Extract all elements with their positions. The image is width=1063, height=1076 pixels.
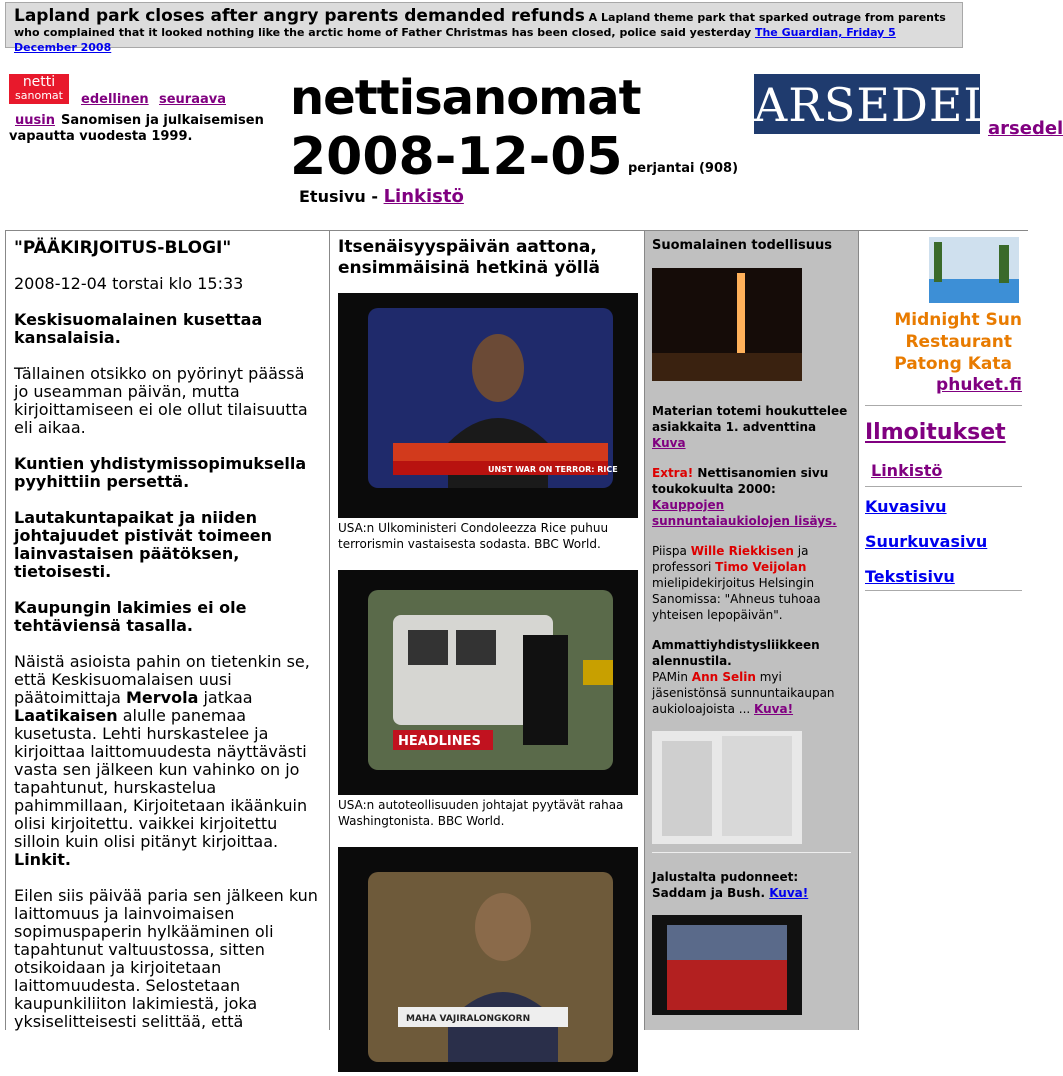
right-linkisto-link[interactable]: Linkistö	[871, 461, 943, 480]
editorial-blog-column	[5, 230, 330, 1030]
p2-text-a: Näistä asioista pahin on tietenkin se, että Keskisuomalaisen uusi päätoimittaja	[14, 652, 310, 707]
phuket-link[interactable]: phuket.fi	[936, 375, 1022, 395]
kuvasivu-link[interactable]: Kuvasivu	[865, 497, 947, 516]
ad-line-3: Patong Kata	[894, 354, 1012, 374]
side-item-1-text: Materian totemi houkuttelee asiakkaita 1. adventtina	[652, 404, 848, 434]
blog-heading-3: Lautakuntapaikat ja niiden johtajuudet pistivät toimeen lainvastaisen päätöksen, tietoisesti.	[14, 508, 273, 581]
p2-links[interactable]: Linkit.	[14, 850, 71, 869]
side-item-5	[652, 869, 851, 901]
resort-photo[interactable]	[929, 237, 1019, 303]
logo-line2: sanomat	[15, 89, 63, 102]
side-item-2-link[interactable]: Kauppojen sunnuntaiaukiolojen lisäys.	[652, 498, 837, 528]
blog-heading-1: Keskisuomalainen kusettaa kansalaisia.	[14, 310, 263, 347]
side-item-3-e: mielipidekirjoitus Helsingin Sanomissa: "Ahneus tuhoaa yhteisen lepopäivän".	[652, 576, 821, 622]
name-riekkinen: Wille Riekkisen	[690, 544, 794, 558]
issue-date: 2008-12-05	[290, 127, 623, 187]
p2-name-mervola: Mervola	[126, 688, 199, 707]
side-item-4-c: myi jäsenistönsä sunnuntaikaupan aukioloajoista ...	[652, 670, 835, 716]
motto: Sanomisen ja julkaisemisen vapautta vuodesta 1999.	[9, 113, 264, 144]
right-divider-1	[865, 405, 1022, 406]
tekstisivu-link[interactable]: Tekstisivu	[865, 567, 955, 586]
blog-paragraph-3: Eilen siis päivää paria sen jälkeen kun laittomuus ja lainvoimaisen sopimuspaperin hylkääminen oli tapahtunut valtuustossa, sitten otsikoidaan ja kirjoitetaan laittomuudesta. Selostetaan kaupunkiliiton lakimiestä, joka yksiselitteisesti selittää, että	[14, 886, 318, 1031]
ilmoitukset-link[interactable]: Ilmoitukset	[865, 420, 1006, 445]
extra-label: Extra!	[652, 466, 694, 480]
crowd-photo[interactable]	[652, 915, 802, 1015]
site-title: nettisanomat	[290, 70, 641, 126]
arsedel-link[interactable]: arsedel	[988, 118, 1063, 139]
side-item-3-c: ja professori	[652, 544, 809, 574]
totem-photo[interactable]	[652, 268, 802, 381]
suurkuvasivu-link[interactable]: Suurkuvasivu	[865, 532, 988, 551]
midnight-sun-ad[interactable]	[865, 309, 1022, 375]
next-link[interactable]: seuraava	[159, 92, 227, 107]
p2-name-laatikainen: Laatikaisen	[14, 706, 118, 725]
side-item-4-title: Ammattiyhdistysliikkeen alennustila.	[652, 638, 820, 668]
logo-line1: netti	[22, 74, 56, 90]
top-news-banner	[5, 2, 963, 54]
photo-caption-1: USA:n Ulkoministeri Condoleezza Rice puhuu terrorismin vastaisesta sodasta. BBC World.	[338, 521, 609, 551]
ticker-text: UNST WAR ON TERROR: RICE	[488, 465, 618, 474]
linkisto-link[interactable]: Linkistö	[383, 186, 464, 207]
vajiralongkorn-tv-photo[interactable]	[338, 847, 638, 1072]
finnish-reality-column	[645, 230, 858, 1030]
arsedel-ad-logo[interactable]: ARSEDEL	[754, 74, 980, 134]
photo-column	[330, 230, 645, 1030]
side-item-4-link[interactable]: Kuva!	[754, 702, 794, 716]
previous-link[interactable]: edellinen	[81, 92, 149, 107]
newspaper-photo[interactable]	[652, 731, 802, 844]
name-veijola: Timo Veijolan	[715, 560, 807, 574]
side-item-1-link[interactable]: Kuva	[652, 436, 686, 450]
banner-headline: Lapland park closes after angry parents demanded refunds	[14, 6, 585, 26]
headlines-text: HEADLINES	[398, 734, 481, 749]
p2-text-e: alulle panemaa kusetusta. Lehti hurskastelee ja kirjoittaa laittomuudesta näyttävästi vasta sen jälkeen kun vahinko on jo tapahtunut, hurskastelua pahimmillaan, Kirjoitetaan ikäänkuin olisi kirjoitettu. vaikkei kirjoitettu silloin kuin olisi pitänyt kirjoittaa.	[14, 706, 308, 851]
side-item-3-a: Piispa	[652, 544, 691, 558]
photo-caption-2: USA:n autoteollisuuden johtajat pyytävät rahaa Washingtonista. BBC World.	[338, 798, 624, 828]
side-item-2-text: Nettisanomien sivu toukokuulta 2000:	[652, 466, 829, 496]
ad-line-1: Midnight Sun	[894, 310, 1022, 330]
nav-separator: -	[365, 187, 384, 206]
issue-day: perjantai (908)	[628, 161, 739, 176]
side-item-4-a: PAMin	[652, 670, 692, 684]
right-divider-3	[865, 590, 1022, 591]
newest-link[interactable]: uusin	[15, 113, 55, 128]
headlines-tv-photo[interactable]	[338, 570, 638, 795]
right-column	[858, 230, 1028, 1030]
side-item-4	[652, 637, 851, 717]
side-item-5-text: Jalustalta pudonneet: Saddam ja Bush.	[652, 870, 799, 900]
blog-heading-2: Kuntien yhdistymissopimuksella pyyhittiin persettä.	[14, 454, 307, 491]
blog-heading-4: Kaupungin lakimies ei ole tehtäviensä tasalla.	[14, 598, 247, 635]
p2-text-c: jatkaa	[198, 688, 253, 707]
side-item-5-link[interactable]: Kuva!	[769, 886, 809, 900]
photo-column-heading: Itsenäisyyspäivän aattona, ensimmäisinä hetkinä yöllä	[338, 237, 601, 278]
name-selin: Ann Selin	[691, 670, 756, 684]
blog-title: "PÄÄKIRJOITUS-BLOGI"	[14, 238, 232, 258]
home-label: Etusivu	[299, 187, 366, 206]
blog-paragraph-1: Tällainen otsikko on pyörinyt päässä jo useamman päivän, mutta kirjoittamiseen ei ole ollut tilaisuutta eli aikaa.	[14, 364, 308, 437]
masthead-nav	[299, 186, 464, 207]
side-item-2	[652, 465, 851, 529]
rice-tv-photo[interactable]	[338, 293, 638, 518]
photo3-text: MAHA VAJIRALONGKORN	[406, 1014, 531, 1024]
side-title: Suomalainen todellisuus	[652, 238, 833, 253]
blog-paragraph-2	[14, 653, 321, 869]
side-divider	[652, 852, 851, 853]
blog-timestamp: 2008-12-04 torstai klo 15:33	[14, 274, 244, 293]
banner-text: A Lapland theme park that sparked outrage from parents who complained that it looked nothing like the arctic home of Father Christmas has been closed, police said yesterday	[14, 11, 946, 39]
banner-source-link[interactable]: The Guardian, Friday 5 December 2008	[14, 26, 896, 54]
nettisanomat-logo[interactable]	[9, 74, 69, 104]
side-item-1	[652, 403, 851, 451]
ad-line-2: Restaurant	[905, 332, 1012, 352]
right-divider-2	[865, 486, 1022, 487]
side-item-3	[652, 543, 851, 623]
